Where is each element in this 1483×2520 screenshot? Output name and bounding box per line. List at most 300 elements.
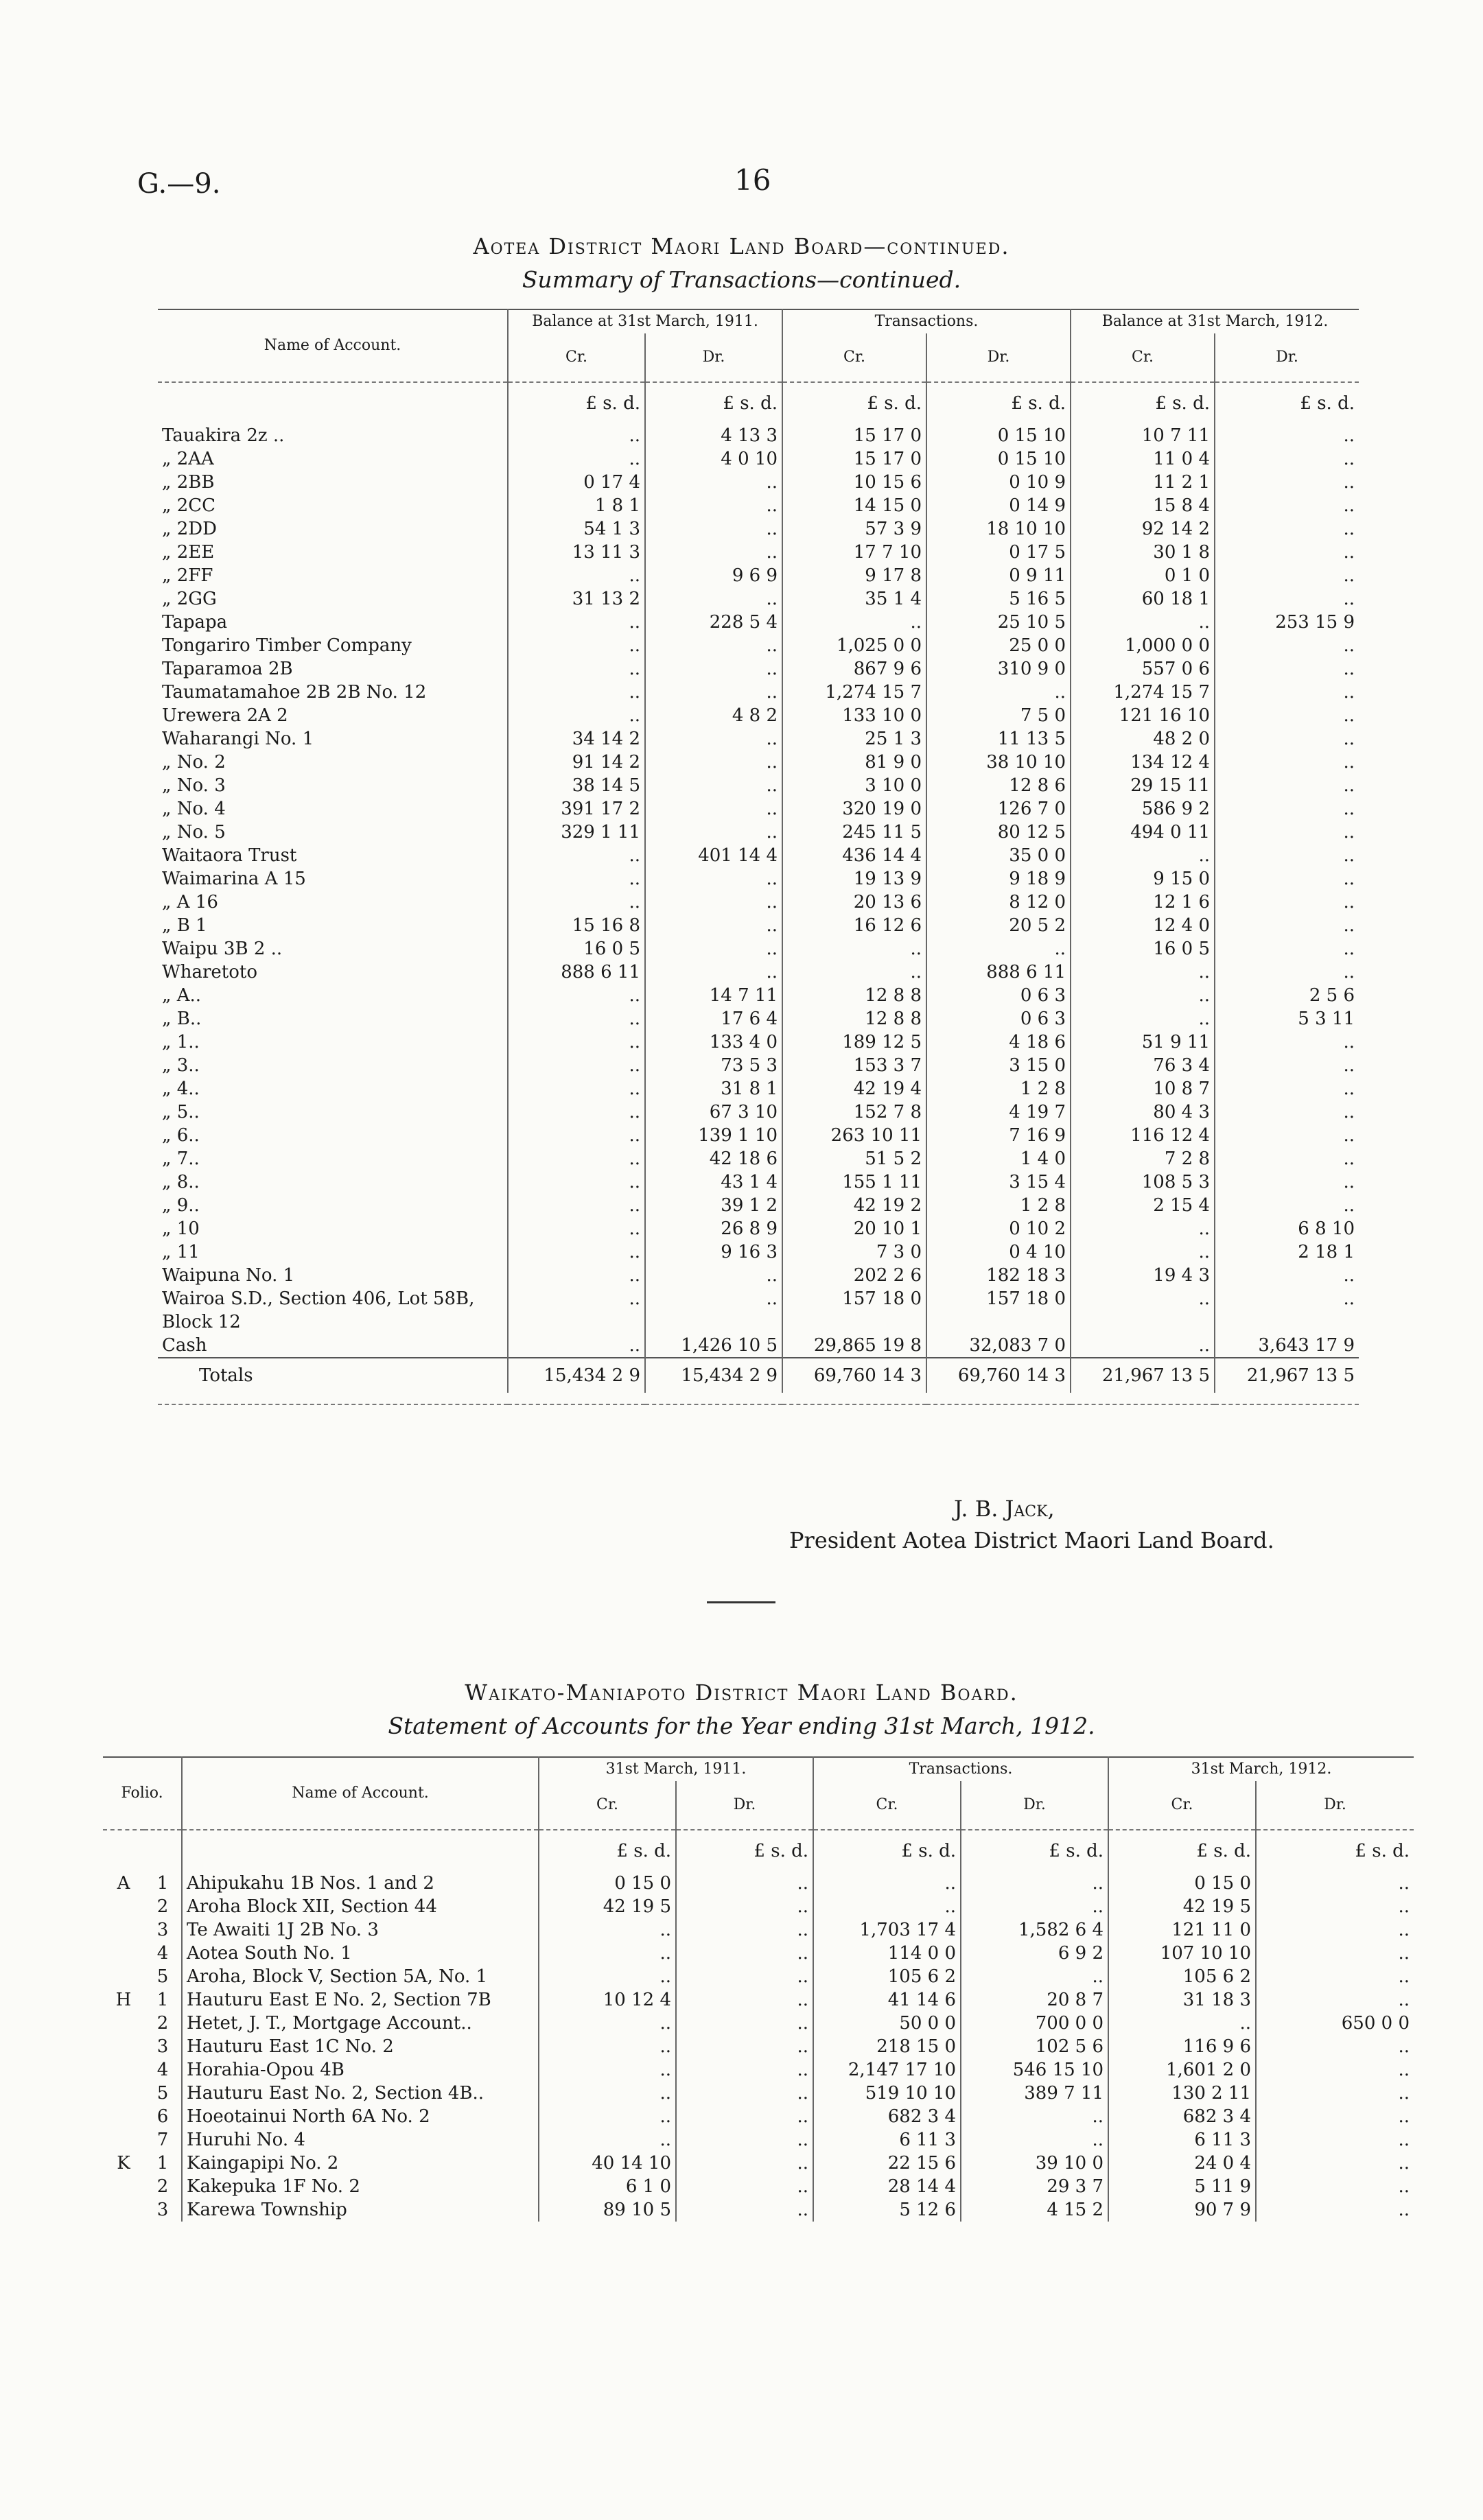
- table-row: [158, 1240, 1359, 1264]
- amount-cell: ..: [645, 727, 782, 751]
- amount-cell: 19 13 9: [782, 867, 926, 891]
- amount-cell: ..: [508, 867, 645, 891]
- amount-cell: 888 6 11: [508, 961, 645, 984]
- amount-cell: [1215, 1310, 1359, 1334]
- amount-cell: 30 1 8: [1071, 541, 1215, 564]
- amount-cell: 116 9 6: [1108, 2035, 1256, 2058]
- table-row: [158, 424, 1359, 447]
- amount-cell: 2 15 4: [1071, 1194, 1215, 1217]
- amount-cell: 4 8 2: [645, 704, 782, 727]
- amount-cell: 25 1 3: [782, 727, 926, 751]
- amount-cell: 700 0 0: [961, 2012, 1108, 2035]
- folio-letter: [103, 1942, 144, 1965]
- amount-cell: 182 18 3: [926, 1264, 1071, 1287]
- amount-cell: 0 14 9: [926, 494, 1071, 517]
- amount-cell: ..: [508, 1031, 645, 1054]
- amount-cell: 0 4 10: [926, 1240, 1071, 1264]
- amount-cell: ..: [1071, 611, 1215, 634]
- amount-cell: 263 10 11: [782, 1124, 926, 1147]
- amount-cell: 6 1 0: [539, 2175, 676, 2198]
- folio-letter: K: [117, 2153, 130, 2174]
- amount-cell: 90 7 9: [1108, 2198, 1256, 2222]
- amount-cell: [1071, 1310, 1215, 1334]
- account-name: Huruhi No. 4: [182, 2128, 539, 2152]
- amount-cell: ..: [645, 657, 782, 681]
- amount-cell: [645, 1310, 782, 1334]
- amount-cell: ..: [1215, 447, 1359, 471]
- amount-cell: ..: [508, 564, 645, 587]
- table-row: [158, 1031, 1359, 1054]
- amount-cell: ..: [1215, 1100, 1359, 1124]
- amount-cell: 29 3 7: [961, 2175, 1108, 2198]
- amount-cell: ..: [961, 1895, 1108, 1918]
- amount-cell: ..: [1108, 2012, 1256, 2035]
- folio-letter: [103, 2058, 144, 2082]
- amount-cell: 0 15 0: [1108, 1872, 1256, 1895]
- amount-cell: 15 17 0: [782, 424, 926, 447]
- amount-cell: ..: [645, 821, 782, 844]
- amount-cell: 133 10 0: [782, 704, 926, 727]
- amount-cell: 121 11 0: [1108, 1918, 1256, 1942]
- table-row: [158, 1170, 1359, 1194]
- account-name: „ 2AA: [162, 449, 214, 469]
- table-row: [158, 1310, 1359, 1334]
- amount-cell: ..: [1215, 844, 1359, 867]
- amount-cell: 40 14 10: [539, 2152, 676, 2175]
- amount-cell: 50 0 0: [813, 2012, 961, 2035]
- amount-cell: ..: [961, 2105, 1108, 2128]
- amount-cell: ..: [1215, 937, 1359, 961]
- folio-letter: [103, 2198, 144, 2222]
- amount-cell: 13 11 3: [508, 541, 645, 564]
- amount-cell: ..: [813, 1895, 961, 1918]
- account-name: Karewa Township: [182, 2198, 539, 2222]
- amount-cell: 42 18 6: [645, 1147, 782, 1170]
- dr-header: Dr.: [961, 1781, 1108, 1830]
- amount-cell: 105 6 2: [813, 1965, 961, 1988]
- amount-cell: 57 3 9: [782, 517, 926, 541]
- amount-cell: ..: [1215, 821, 1359, 844]
- amount-cell: 54 1 3: [508, 517, 645, 541]
- amount-cell: ..: [1215, 1031, 1359, 1054]
- amount-cell: ..: [1215, 424, 1359, 447]
- account-name: „ 2DD: [162, 519, 217, 539]
- table-row: [158, 447, 1359, 471]
- amount-cell: ..: [1215, 1077, 1359, 1100]
- table-row: [158, 634, 1359, 657]
- amount-cell: 494 0 11: [1071, 821, 1215, 844]
- amount-cell: ..: [1256, 1942, 1414, 1965]
- amount-cell: ..: [676, 2082, 813, 2105]
- amount-cell: ..: [1215, 914, 1359, 937]
- amount-cell: ..: [508, 1077, 645, 1100]
- amount-cell: 4 13 3: [645, 424, 782, 447]
- dr-header: Dr.: [676, 1781, 813, 1830]
- account-name: Urewera 2A 2: [162, 705, 288, 726]
- account-name: „ 2FF: [162, 565, 213, 586]
- amount-cell: ..: [508, 984, 645, 1007]
- account-name: „ No. 2: [162, 752, 226, 773]
- amount-cell: ..: [508, 1124, 645, 1147]
- account-name: „ 11: [162, 1242, 200, 1262]
- folio-letter: [103, 1965, 144, 1988]
- amount-cell: 310 9 0: [926, 657, 1071, 681]
- amount-cell: [508, 1310, 645, 1334]
- amount-cell: 42 19 2: [782, 1194, 926, 1217]
- amount-cell: ..: [782, 611, 926, 634]
- amount-cell: 320 19 0: [782, 797, 926, 821]
- table-row: [158, 1147, 1359, 1170]
- signature-name: J. B. Jack,: [954, 1496, 1055, 1522]
- amount-cell: 10 15 6: [782, 471, 926, 494]
- folio-number: 1: [156, 1873, 169, 1894]
- table-row: [158, 751, 1359, 774]
- report-code: G.—9.: [137, 168, 221, 200]
- amount-cell: 92 14 2: [1071, 517, 1215, 541]
- amount-cell: ..: [645, 517, 782, 541]
- table-row: [158, 867, 1359, 891]
- amount-cell: 17 7 10: [782, 541, 926, 564]
- amount-cell: 6 11 3: [813, 2128, 961, 2152]
- table-row: [158, 1054, 1359, 1077]
- amount-cell: ..: [1256, 1895, 1414, 1918]
- dr-header: Dr.: [1256, 1781, 1414, 1830]
- table-row: [103, 1918, 1414, 1942]
- cr-header: Cr.: [539, 1781, 676, 1830]
- amount-cell: 1 2 8: [926, 1077, 1071, 1100]
- aotea-title: Aotea District Maori Land Board—continued.: [473, 233, 1010, 259]
- amount-cell: ..: [1256, 2175, 1414, 2198]
- amount-cell: ..: [1256, 2105, 1414, 2128]
- table-row: [103, 2082, 1414, 2105]
- amount-cell: 153 3 7: [782, 1054, 926, 1077]
- amount-cell: 25 0 0: [926, 634, 1071, 657]
- amount-cell: 218 15 0: [813, 2035, 961, 2058]
- amount-cell: ..: [1071, 961, 1215, 984]
- amount-cell: ..: [1215, 1264, 1359, 1287]
- table-row: [158, 891, 1359, 914]
- amount-cell: ..: [1215, 961, 1359, 984]
- amount-cell: 1,000 0 0: [1071, 634, 1215, 657]
- account-name: „ 3..: [162, 1055, 200, 1076]
- amount-cell: 5 12 6: [813, 2198, 961, 2222]
- account-name: Tongariro Timber Company: [162, 635, 412, 656]
- amount-cell: ..: [539, 2012, 676, 2035]
- cr-header: Cr.: [813, 1781, 961, 1830]
- amount-cell: 39 1 2: [645, 1194, 782, 1217]
- folio-letter: [103, 2105, 144, 2128]
- amount-cell: 253 15 9: [1215, 611, 1359, 634]
- amount-cell: 20 13 6: [782, 891, 926, 914]
- amount-cell: 80 4 3: [1071, 1100, 1215, 1124]
- amount-cell: 189 12 5: [782, 1031, 926, 1054]
- amount-cell: 1,601 2 0: [1108, 2058, 1256, 2082]
- amount-cell: 17 6 4: [645, 1007, 782, 1031]
- table-row: [103, 2128, 1414, 2152]
- amount-cell: ..: [1256, 2128, 1414, 2152]
- amount-cell: ..: [539, 2058, 676, 2082]
- account-name: Kakepuka 1F No. 2: [182, 2175, 539, 2198]
- account-name: Taparamoa 2B: [162, 659, 293, 679]
- amount-cell: 228 5 4: [645, 611, 782, 634]
- amount-cell: ..: [539, 2128, 676, 2152]
- totals-label: Totals: [199, 1365, 253, 1386]
- amount-cell: 134 12 4: [1071, 751, 1215, 774]
- amount-cell: 1 8 1: [508, 494, 645, 517]
- amount-cell: ..: [1215, 494, 1359, 517]
- amount-cell: 25 10 5: [926, 611, 1071, 634]
- amount-cell: 2 5 6: [1215, 984, 1359, 1007]
- col-bal1912-header: 31st March, 1912.: [1108, 1757, 1414, 1781]
- amount-cell: 73 5 3: [645, 1054, 782, 1077]
- amount-cell: ..: [1215, 517, 1359, 541]
- account-name: Waimarina A 15: [162, 869, 306, 889]
- amount-cell: 9 6 9: [645, 564, 782, 587]
- account-name: Hetet, J. T., Mortgage Account..: [182, 2012, 539, 2035]
- account-name: „ A..: [162, 985, 202, 1006]
- amount-cell: ..: [508, 1287, 645, 1310]
- amount-cell: 12 4 0: [1071, 914, 1215, 937]
- amount-cell: ..: [1256, 2152, 1414, 2175]
- amount-cell: 389 7 11: [961, 2082, 1108, 2105]
- table-row: [103, 1942, 1414, 1965]
- amount-cell: 1,274 15 7: [1071, 681, 1215, 704]
- amount-cell: ..: [1215, 564, 1359, 587]
- amount-cell: ..: [782, 937, 926, 961]
- amount-cell: 3 15 4: [926, 1170, 1071, 1194]
- table-row: [103, 2152, 1414, 2175]
- folio-letter: [103, 1918, 144, 1942]
- amount-cell: 7 3 0: [782, 1240, 926, 1264]
- amount-cell: ..: [508, 704, 645, 727]
- amount-cell: 9 16 3: [645, 1240, 782, 1264]
- amount-cell: 0 6 3: [926, 1007, 1071, 1031]
- folio-number: 4: [156, 1943, 169, 1964]
- amount-cell: ..: [1071, 1240, 1215, 1264]
- folio-number: 5: [156, 1966, 169, 1987]
- amount-cell: 31 8 1: [645, 1077, 782, 1100]
- amount-cell: 24 0 4: [1108, 2152, 1256, 2175]
- units-label: £ s. d.: [676, 1830, 813, 1872]
- units-label: £ s. d.: [1256, 1830, 1414, 1872]
- amount-cell: ..: [645, 541, 782, 564]
- cr-header: Cr.: [1071, 333, 1215, 382]
- account-name: „ 5..: [162, 1102, 200, 1122]
- amount-cell: 9 18 9: [926, 867, 1071, 891]
- waikato-subtitle: Statement of Accounts for the Year ending 31st March, 1912.: [388, 1712, 1095, 1739]
- account-name: „ No. 3: [162, 775, 226, 796]
- amount-cell: 1 4 0: [926, 1147, 1071, 1170]
- amount-cell: ..: [676, 1942, 813, 1965]
- account-name: „ 10: [162, 1218, 200, 1239]
- col-trans-header: Transactions.: [813, 1757, 1108, 1781]
- amount-cell: ..: [1215, 1170, 1359, 1194]
- amount-cell: 3 10 0: [782, 774, 926, 797]
- amount-cell: ..: [645, 1287, 782, 1310]
- amount-cell: ..: [1071, 984, 1215, 1007]
- amount-cell: 4 0 10: [645, 447, 782, 471]
- cr-header: Cr.: [782, 333, 926, 382]
- amount-cell: ..: [1215, 774, 1359, 797]
- amount-cell: 114 0 0: [813, 1942, 961, 1965]
- account-name: Aroha Block XII, Section 44: [182, 1895, 539, 1918]
- amount-cell: ..: [1256, 2058, 1414, 2082]
- amount-cell: 32,083 7 0: [926, 1334, 1071, 1358]
- amount-cell: ..: [1215, 587, 1359, 611]
- amount-cell: ..: [1215, 1287, 1359, 1310]
- account-name: „ 4..: [162, 1079, 200, 1099]
- account-name: „ No. 4: [162, 799, 226, 819]
- amount-cell: 35 0 0: [926, 844, 1071, 867]
- amount-cell: 89 10 5: [539, 2198, 676, 2222]
- amount-cell: ..: [1256, 2082, 1414, 2105]
- amount-cell: 35 1 4: [782, 587, 926, 611]
- amount-cell: 202 2 6: [782, 1264, 926, 1287]
- amount-cell: ..: [645, 471, 782, 494]
- table-row: [103, 2035, 1414, 2058]
- amount-cell: ..: [508, 1217, 645, 1240]
- units-label: £ s. d.: [508, 382, 645, 424]
- table-row: [158, 1217, 1359, 1240]
- amount-cell: 12 8 8: [782, 984, 926, 1007]
- amount-cell: 4 18 6: [926, 1031, 1071, 1054]
- amount-cell: 1,426 10 5: [645, 1334, 782, 1358]
- amount-cell: 9 17 8: [782, 564, 926, 587]
- amount-cell: 6 11 3: [1108, 2128, 1256, 2152]
- amount-cell: 546 15 10: [961, 2058, 1108, 2082]
- amount-cell: 5 16 5: [926, 587, 1071, 611]
- account-name: Te Awaiti 1J 2B No. 3: [182, 1918, 539, 1942]
- amount-cell: 133 4 0: [645, 1031, 782, 1054]
- total-cell: 21,967 13 5: [1071, 1358, 1215, 1393]
- amount-cell: 682 3 4: [813, 2105, 961, 2128]
- account-name: Ahipukahu 1B Nos. 1 and 2: [182, 1872, 539, 1895]
- units-label: £ s. d.: [539, 1830, 676, 1872]
- total-cell: 15,434 2 9: [645, 1358, 782, 1393]
- table-row: [103, 1895, 1414, 1918]
- amount-cell: ..: [1215, 471, 1359, 494]
- col-bal1912-header: Balance at 31st March, 1912.: [1071, 309, 1359, 333]
- amount-cell: 867 9 6: [782, 657, 926, 681]
- amount-cell: ..: [645, 494, 782, 517]
- col-bal1911-header: 31st March, 1911.: [539, 1757, 813, 1781]
- amount-cell: ..: [676, 2012, 813, 2035]
- amount-cell: ..: [539, 2105, 676, 2128]
- amount-cell: ..: [1071, 1007, 1215, 1031]
- account-name: Kaingapipi No. 2: [182, 2152, 539, 2175]
- amount-cell: 155 1 11: [782, 1170, 926, 1194]
- amount-cell: 0 15 10: [926, 424, 1071, 447]
- amount-cell: ..: [539, 2082, 676, 2105]
- amount-cell: ..: [961, 2128, 1108, 2152]
- amount-cell: ..: [1215, 1147, 1359, 1170]
- account-name: Hauturu East No. 2, Section 4B..: [182, 2082, 539, 2105]
- folio-letter: [103, 2128, 144, 2152]
- folio-number: 1: [156, 1990, 169, 2010]
- amount-cell: 38 10 10: [926, 751, 1071, 774]
- table-row: [103, 2058, 1414, 2082]
- amount-cell: ..: [1071, 844, 1215, 867]
- amount-cell: 16 0 5: [1071, 937, 1215, 961]
- amount-cell: 557 0 6: [1071, 657, 1215, 681]
- folio-number: 5: [156, 2083, 169, 2104]
- amount-cell: 91 14 2: [508, 751, 645, 774]
- account-name: Cash: [162, 1335, 207, 1356]
- amount-cell: 650 0 0: [1256, 2012, 1414, 2035]
- total-cell: 21,967 13 5: [1215, 1358, 1359, 1393]
- table-row: [158, 1124, 1359, 1147]
- account-name: „ 2BB: [162, 472, 215, 493]
- account-name: Waipu 3B 2 ..: [162, 939, 283, 959]
- amount-cell: ..: [676, 1965, 813, 1988]
- amount-cell: ..: [1215, 797, 1359, 821]
- table-row: [158, 704, 1359, 727]
- amount-cell: ..: [508, 424, 645, 447]
- account-name: Wairoa S.D., Section 406, Lot 58B,: [162, 1288, 475, 1309]
- account-name: „ 8..: [162, 1172, 200, 1192]
- amount-cell: 14 7 11: [645, 984, 782, 1007]
- amount-cell: ..: [508, 891, 645, 914]
- account-name: „ No. 5: [162, 822, 226, 843]
- amount-cell: 29,865 19 8: [782, 1334, 926, 1358]
- amount-cell: ..: [813, 1872, 961, 1895]
- amount-cell: 152 7 8: [782, 1100, 926, 1124]
- amount-cell: 19 4 3: [1071, 1264, 1215, 1287]
- account-name: Hoeotainui North 6A No. 2: [182, 2105, 539, 2128]
- waikato-title: Waikato-Maniapoto District Maori Land Board.: [465, 1680, 1018, 1706]
- amount-cell: 67 3 10: [645, 1100, 782, 1124]
- amount-cell: ..: [1215, 727, 1359, 751]
- amount-cell: 80 12 5: [926, 821, 1071, 844]
- amount-cell: 16 12 6: [782, 914, 926, 937]
- amount-cell: 130 2 11: [1108, 2082, 1256, 2105]
- amount-cell: 116 12 4: [1071, 1124, 1215, 1147]
- amount-cell: ..: [1071, 1217, 1215, 1240]
- col-trans-header: Transactions.: [782, 309, 1071, 333]
- table-row: [158, 1287, 1359, 1310]
- page-number: 16: [734, 163, 771, 197]
- amount-cell: ..: [508, 1147, 645, 1170]
- total-cell: 69,760 14 3: [782, 1358, 926, 1393]
- amount-cell: ..: [676, 2175, 813, 2198]
- table-row: [158, 727, 1359, 751]
- table-row: [158, 1007, 1359, 1031]
- account-name: „ 2CC: [162, 495, 216, 516]
- folio-number: 2: [156, 2013, 169, 2034]
- amount-cell: ..: [676, 1895, 813, 1918]
- folio-number: 4: [156, 2060, 169, 2080]
- amount-cell: ..: [508, 1170, 645, 1194]
- units-label: £ s. d.: [813, 1830, 961, 1872]
- amount-cell: 31 18 3: [1108, 1988, 1256, 2012]
- amount-cell: ..: [508, 634, 645, 657]
- amount-cell: ..: [508, 844, 645, 867]
- amount-cell: 34 14 2: [508, 727, 645, 751]
- amount-cell: ..: [1215, 634, 1359, 657]
- amount-cell: 0 6 3: [926, 984, 1071, 1007]
- amount-cell: ..: [539, 2035, 676, 2058]
- amount-cell: ..: [676, 1872, 813, 1895]
- amount-cell: 48 2 0: [1071, 727, 1215, 751]
- amount-cell: 3,643 17 9: [1215, 1334, 1359, 1358]
- amount-cell: ..: [1256, 2035, 1414, 2058]
- account-name: „ 7..: [162, 1149, 200, 1169]
- table-row: [158, 541, 1359, 564]
- table-row: [158, 1194, 1359, 1217]
- table-row: [103, 2175, 1414, 2198]
- account-name: „ 2EE: [162, 542, 215, 563]
- table-row: [158, 937, 1359, 961]
